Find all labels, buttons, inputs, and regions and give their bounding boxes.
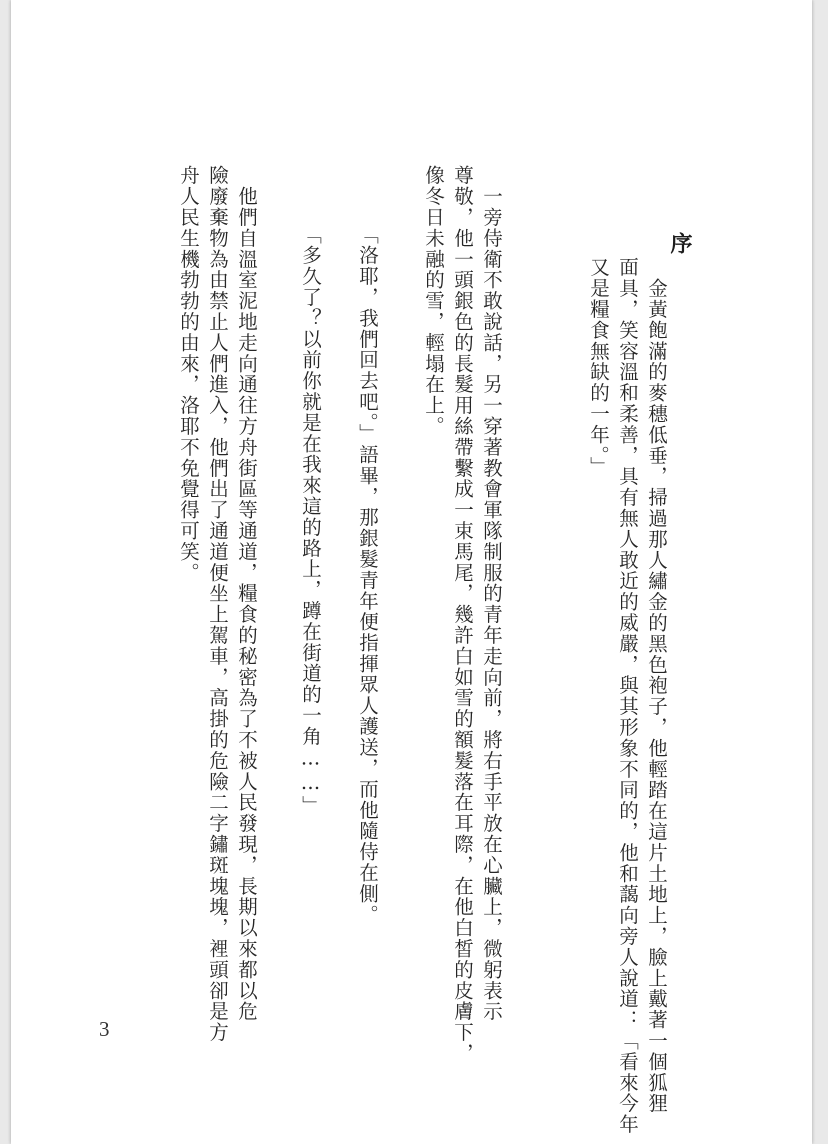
paragraph-2 (418, 165, 506, 1064)
paragraph-4 (295, 213, 325, 816)
paragraph-5 (173, 165, 261, 1043)
paragraph-3 (352, 213, 382, 925)
page-number: 3 (99, 1017, 110, 1041)
paragraph-5-line-2: 險廢棄物為由禁止人們進入，他們出了通道便坐上駕車，高掛的危險二字鏽斑塊塊，裡頭卻是方 (206, 165, 229, 1043)
book-page (11, 0, 812, 1144)
paragraph-5-line-1: 他們自溫室泥地走向通往方舟街區等通道，糧食的秘密為了不被人民發現，長期以來都以危 (235, 165, 258, 1022)
paragraph-2-line-2: 尊敬，他一頭銀色的長髮用絲帶繫成一束馬尾，幾許白如雪的額髮落在耳際，在他白皙的皮膚下， (451, 165, 474, 1064)
paragraph-2-line-1: 一旁侍衛不敢說話，另一穿著教會軍隊制服的青年走向前，將右手平放在心臟上，微躬表示 (480, 165, 503, 1022)
chapter-title: 序 (667, 232, 693, 254)
paragraph-1 (583, 257, 671, 1135)
paragraph-4-line-1: 「多久了？以前你就是在我來這的路上，蹲在街道的一角……」 (299, 213, 322, 817)
paragraph-3-line-1: 「洛耶，我們回去吧。」語畢，那銀髮青年便指揮眾人護送，而他隨侍在側。 (356, 213, 379, 925)
paragraph-1-line-3: 又是糧食無缺的一年。」 (587, 257, 610, 478)
paragraph-5-line-3: 舟人民生機勃勃的由來，洛耶不免覺得可笑。 (177, 165, 200, 583)
paragraph-2-line-3: 像冬日未融的雪，輕塌在上。 (422, 165, 445, 437)
paragraph-1-line-2: 面具，笑容溫和柔善，具有無人敢近的威嚴，與其形象不同的，他和藹向旁人說道：「看來今年 (616, 257, 639, 1135)
paragraph-1-line-1: 金黃飽滿的麥穗低垂，掃過那人繡金的黑色袍子，他輕踏在這片土地上，臉上戴著一個狐狸 (645, 257, 668, 1114)
